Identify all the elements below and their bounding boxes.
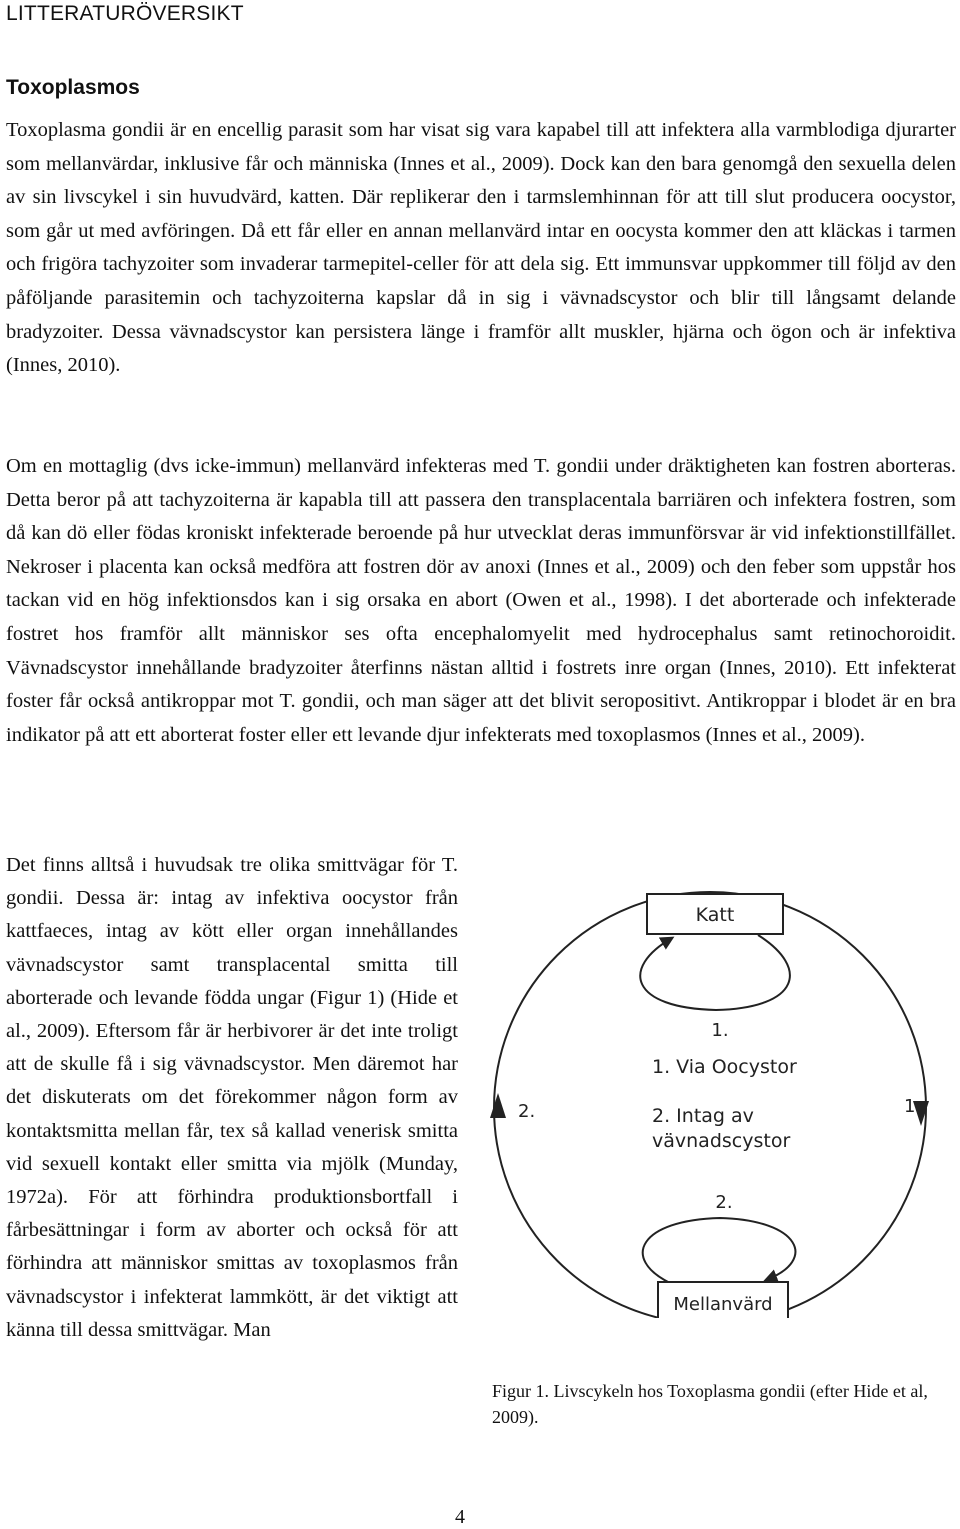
legend-via-oocystor: 1. Via Oocystor bbox=[652, 1056, 797, 1078]
body-paragraph: Det finns alltså i huvudsak tre olika smittvägar för T. gondii. Dessa är: intag av infektiva oocystor från kattfaeces, intag av kött eller organ innehållandes vävnadscystor samt transplacental smitta till aborterade och levande födda ungar (Figur 1) (Hide et al., 2009). Eftersom får är herbivorer är det inte troligt att de skulle få i sig vävnadscystor. Men däremot har det diskuterats om det förekommer någon form av kontaktsmitta mellan får, tex så kallad venerisk smitta vid sexuell kontakt eller smitta via mjölk (Munday, 1972a). För att förhindra produktionsbortfall i fårbesättningar i form av aborter och också för att förhindra att människor smittas av toxoplasmos från vävnadscystor i infekterat lammkött, är det viktigt att känna till dessa smittvägar. Man bbox=[6, 854, 458, 1341]
subsection-title: Toxoplasmos bbox=[6, 76, 140, 99]
body-paragraph: Om en mottaglig (dvs icke-immun) mellanvärd infekteras med T. gondii under dräktigheten kan fostren aborteras. Detta beror på att tachyzoiterna är kapabla till att passera den transplacentala barriären och infektera fostren, som då kan dö eller födas kroniskt infekterade beroende på hur utvecklat deras immunförsvar är vid infektionstillfället. Nekroser i placenta kan också medföra att fostren dör av anoxi (Innes et al., 2009) och den feber som uppstår hos tackan vid en hög infektionsdos kan i sig orsaka en abort (Owen et al., 1998). I det aborterade och infekterade fostret hos framför allt människor ses ofta encephalomyelit med hydrocephalus samt retinochoroidit. Vävnadscystor innehållande bradyzoiter återfinns nästan alltid i fostrets inre organ (Innes, 2010). Ett infekterat foster får också antikroppar mot T. gondii, och man säger att det blivit seropositivt. Antikroppar i blodet är en bra indikator på att ett aborterat foster eller ett levande djur infekterats med toxoplasmos (Innes et al., 2009). bbox=[6, 455, 956, 746]
bottom-loop-label: 2. bbox=[715, 1192, 733, 1213]
page-number: 4 bbox=[455, 1506, 465, 1528]
right-label: 1. bbox=[904, 1096, 922, 1117]
left-arrowhead-icon bbox=[490, 1093, 506, 1118]
top-loop-arrow bbox=[640, 935, 790, 1010]
section-title: LITTERATURÖVERSIKT bbox=[6, 2, 244, 25]
legend-intag-line1: 2. Intag av bbox=[652, 1105, 754, 1127]
bottom-loop-arrow bbox=[643, 1218, 796, 1283]
cat-box-label: Katt bbox=[695, 904, 735, 926]
life-cycle-diagram bbox=[480, 868, 950, 1318]
figure-caption: Figur 1. Livscykeln hos Toxoplasma gondii (efter Hide et al, 2009). bbox=[492, 1381, 928, 1427]
intermediate-host-label: Mellanvärd bbox=[673, 1294, 773, 1315]
left-label: 2. bbox=[518, 1101, 536, 1122]
body-paragraph: Toxoplasma gondii är en encellig parasit som har visat sig vara kapabel till att infektera alla varmblodiga djurarter som mellanvärdar, inklusive får och människa (Innes et al., 2009). Dock kan den bara genomgå den sexuella delen av sin livscykel i sin huvudvärd, katten. Där replikerar den i tarmslemhinnan för att till slut producera oocystor, som går ut med avföringen. Då ett får eller en annan mellanvärd intar en oocysta kommer den att kläckas i tarmen och frigöra tachyzoiter som invaderar tarmepitel-celler för att dela sig. Ett immunsvar uppkommer till följd av den påföljande parasitemin och tachyzoiterna kapslar då in sig i vävnadscystor och blir till långsamt delande bradyzoiter. Dessa vävnadscystor kan persistera länge i framför allt muskler, hjärna och ögon och är infektiva (Innes, 2010). bbox=[6, 119, 956, 377]
top-loop-label: 1. bbox=[711, 1020, 729, 1041]
life-cycle-figure bbox=[480, 868, 950, 1318]
legend-intag-line2: vävnadscystor bbox=[652, 1130, 791, 1152]
